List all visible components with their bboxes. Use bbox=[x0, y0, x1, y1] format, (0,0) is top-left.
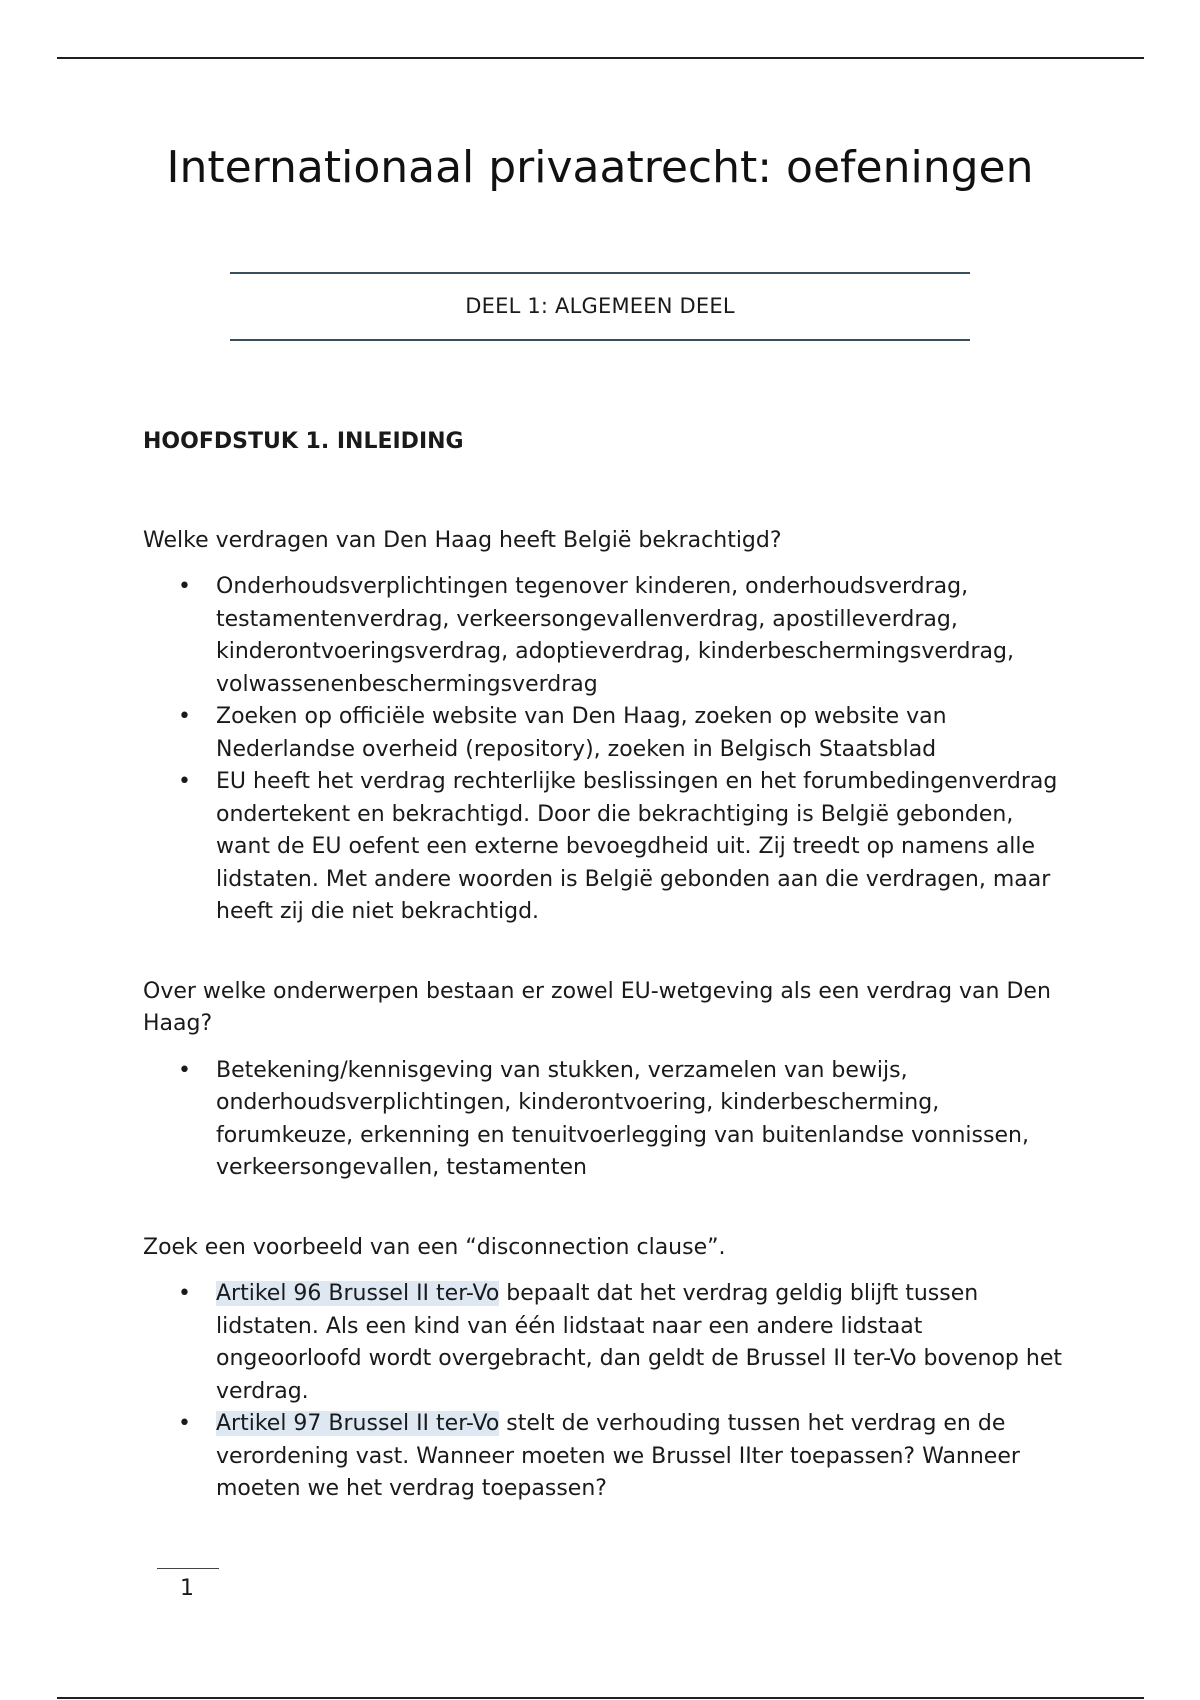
document-body bbox=[143, 426, 1073, 1506]
answer-text: EU heeft het verdrag rechterlijke beslissingen en het forumbedingenverdrag ondertekent en bekrachtigd. Door die bekrachtiging is België gebonden, want de EU oefent een externe bevoegdheid uit. Zij treedt op namens alle lidstaten. Met andere woorden is België gebonden aan die verdragen, maar heeft zij die niet bekrachtigd. bbox=[216, 769, 1058, 924]
answer-text: Zoeken op officiële website van Den Haag, zoeken op website van Nederlandse overheid (repository), zoeken in Belgisch Staatsblad bbox=[216, 704, 947, 762]
bullet-icon: • bbox=[178, 1281, 191, 1306]
bullet-icon: • bbox=[178, 574, 191, 599]
document-title: Internationaal privaatrecht: oefeningen bbox=[166, 142, 1034, 193]
exercise-1 bbox=[143, 525, 1073, 929]
bullet-icon: • bbox=[178, 704, 191, 729]
part-heading-bottom-rule bbox=[230, 339, 970, 341]
answer-text: Betekening/kennisgeving van stukken, verzamelen van bewijs, onderhoudsverplichtingen, kinderontvoering, kinderbescherming, forumkeuze, erkenning en tenuitvoerlegging van buitenlandse vonnissen, verkeersongevallen, testamenten bbox=[216, 1057, 1029, 1180]
part-heading-top-rule bbox=[230, 272, 970, 274]
footer-rule bbox=[157, 1568, 219, 1569]
page-number: 1 bbox=[180, 1576, 194, 1601]
list-item bbox=[178, 701, 1073, 766]
article-reference-highlight: Artikel 96 Brussel II ter-Vo bbox=[216, 1281, 500, 1306]
answer-list bbox=[143, 1055, 1073, 1185]
spacer bbox=[143, 929, 1073, 976]
answer-text: bepaalt dat het verdrag geldig blijft tussen lidstaten. Als een kind van één lidstaat naar een andere lidstaat ongeoorloofd wordt overgebracht, dan geldt de Brussel II ter-Vo bovenop het verdrag. bbox=[216, 1281, 1062, 1404]
exercise-3 bbox=[143, 1232, 1073, 1506]
list-item bbox=[178, 766, 1073, 929]
question-text: Over welke onderwerpen bestaan er zowel EU-wetgeving als een verdrag van Den Haag? bbox=[143, 978, 1051, 1036]
question-text: Zoek een voorbeeld van een “disconnection clause”. bbox=[143, 1234, 726, 1260]
question-text: Welke verdragen van Den Haag heeft België bekrachtigd? bbox=[143, 527, 782, 553]
answer-list bbox=[143, 1278, 1073, 1506]
list-item bbox=[178, 1278, 1073, 1408]
bullet-icon: • bbox=[178, 1411, 191, 1436]
part-heading: DEEL 1: ALGEMEEN DEEL bbox=[465, 294, 735, 318]
list-item bbox=[178, 1055, 1073, 1185]
page-bottom-border bbox=[57, 1697, 1144, 1699]
list-item bbox=[178, 1408, 1073, 1506]
spacer bbox=[143, 1185, 1073, 1232]
answer-list bbox=[143, 571, 1073, 929]
article-reference-highlight: Artikel 97 Brussel II ter-Vo bbox=[216, 1411, 500, 1436]
exercise-2 bbox=[143, 976, 1073, 1185]
answer-text: stelt de verhouding tussen het verdrag en de verordening vast. Wanneer moeten we Brussel IIter toepassen? Wanneer moeten we het verdrag toepassen? bbox=[216, 1411, 1020, 1501]
list-item bbox=[178, 571, 1073, 701]
answer-text: Onderhoudsverplichtingen tegenover kinderen, onderhoudsverdrag, testamentenverdrag, verkeersongevallenverdrag, apostilleverdrag, kinderontvoeringsverdrag, adoptieverdrag, kinderbeschermingsverdrag, volwassenenbeschermingsverdrag bbox=[216, 574, 1014, 697]
bullet-icon: • bbox=[178, 769, 191, 794]
page-top-border bbox=[57, 57, 1144, 59]
bullet-icon: • bbox=[178, 1057, 191, 1083]
chapter-heading: HOOFDSTUK 1. INLEIDING bbox=[143, 429, 464, 454]
